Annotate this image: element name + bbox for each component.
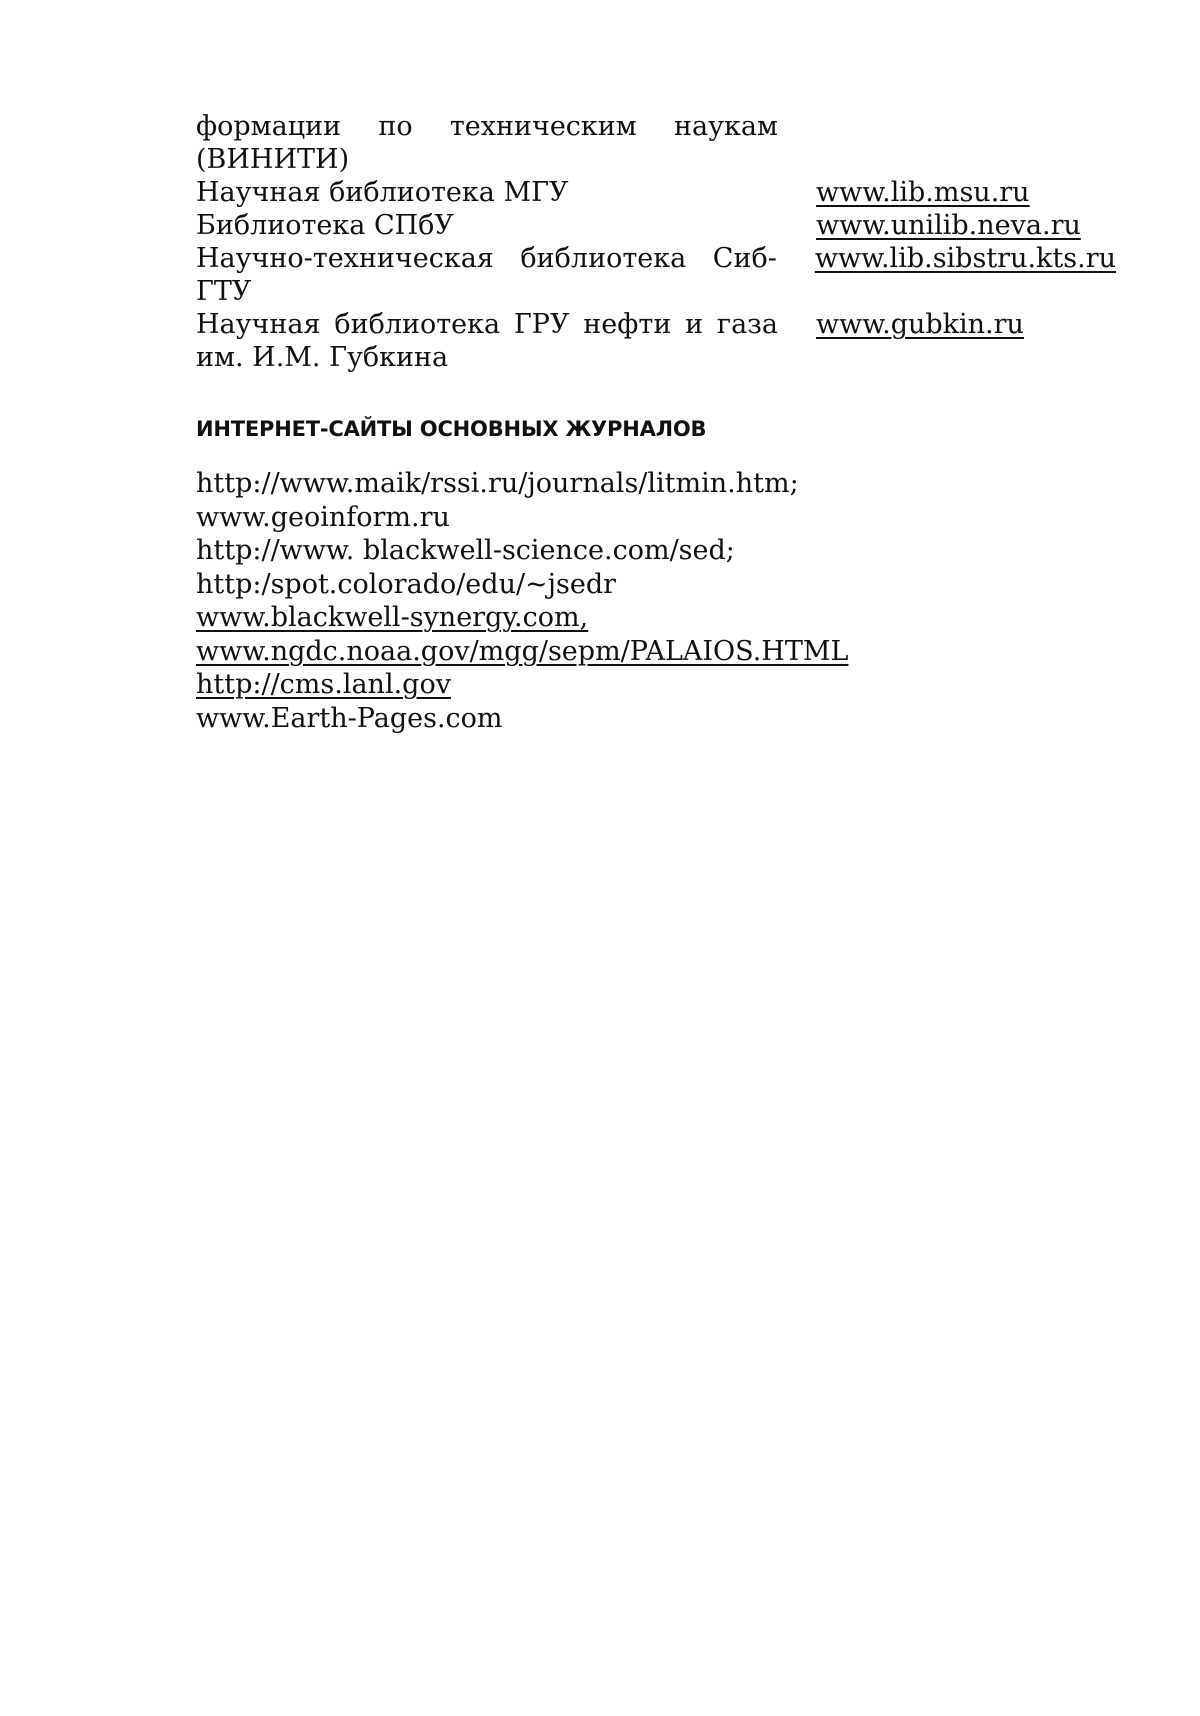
library-row [196,242,1116,308]
library-name [196,242,777,308]
library-url-link[interactable]: www.lib.sibstru.kts.ru [814,243,1116,274]
library-name-line: (ВИНИТИ) [196,144,350,175]
library-name [196,308,778,374]
journal-url-link[interactable]: http://www.maik/rssi.ru/journals/litmin.htm; [196,468,799,499]
journal-url-link[interactable]: http://www. blackwell-science.com/sed; [196,535,735,566]
library-url-link[interactable]: www.gubkin.ru [816,309,1024,340]
library-name-line: Научная библиотека МГУ [196,177,569,208]
library-row [196,110,1116,176]
library-name-line: Научная библиотека ГРУ нефти и газа [196,309,778,340]
journals-section-heading: ИНТЕРНЕТ-САЙТЫ ОСНОВНЫХ ЖУРНАЛОВ [196,417,707,441]
library-name-line: Научно-техническая библиотека Сиб- [196,243,777,274]
library-name-line: Библиотека СПбУ [196,210,454,241]
library-name-line: ГТУ [196,276,252,307]
library-name [196,176,778,209]
journal-url-link[interactable]: http://cms.lanl.gov [196,669,451,700]
library-name-line: им. И.М. Губкина [196,342,449,373]
library-row [196,209,1116,242]
library-url-link[interactable]: www.lib.msu.ru [816,177,1030,208]
journal-url-link[interactable]: www.ngdc.noaa.gov/mgg/sepm/PALAIOS.HTML [196,635,849,667]
journal-url-link[interactable]: www.Earth-Pages.com [196,702,503,734]
library-name [196,110,778,176]
journal-url-list [196,467,848,735]
journal-url-link[interactable]: www.geoinform.ru [196,501,450,533]
journal-url-link[interactable]: www.blackwell-synergy.com, [196,602,589,633]
library-name [196,209,778,242]
library-row [196,176,1116,209]
library-name-line: формации по техническим наукам [196,111,778,142]
library-table [196,110,1116,374]
library-url-link[interactable]: www.unilib.neva.ru [816,210,1081,241]
library-row [196,308,1116,374]
journal-url-link[interactable]: http:/spot.colorado/edu/~jsedr [196,568,617,600]
